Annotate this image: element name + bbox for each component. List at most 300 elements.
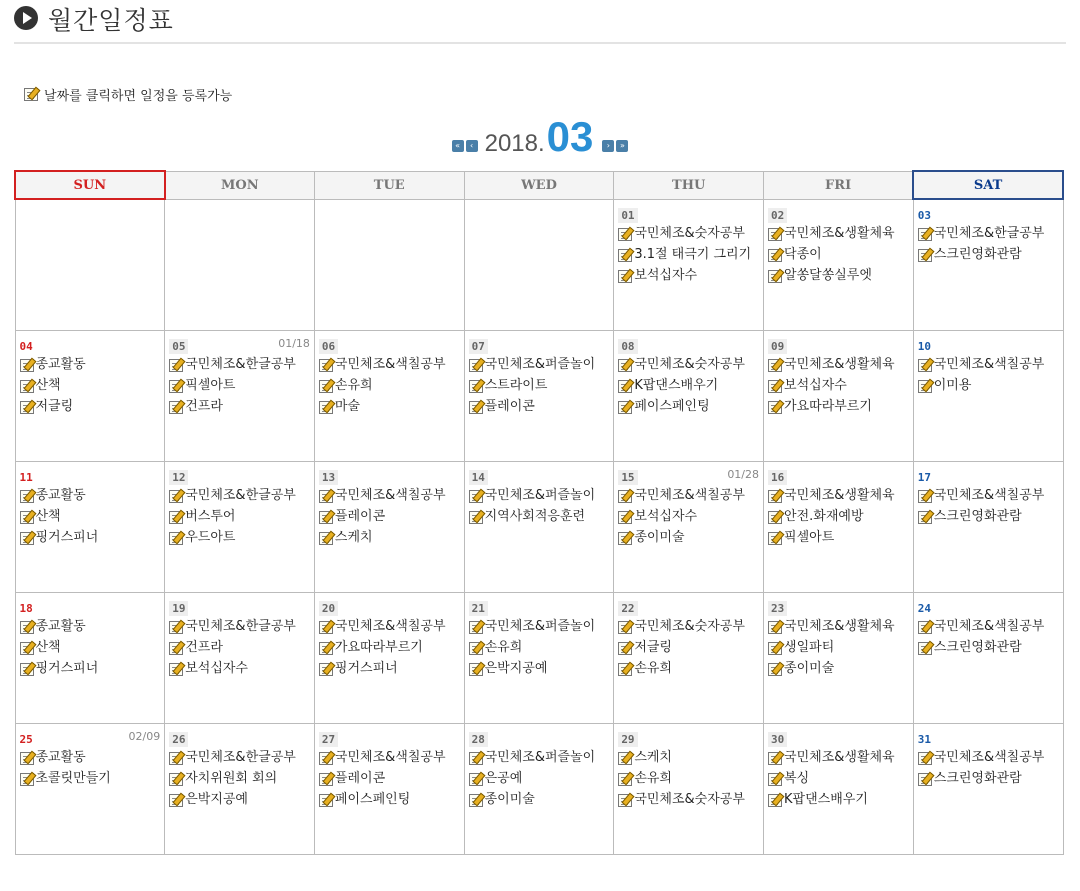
schedule-event-label: 국민체조&생활체육 bbox=[784, 749, 895, 765]
memo-icon bbox=[469, 511, 483, 524]
day-number[interactable]: 05 bbox=[169, 339, 188, 354]
schedule-event-label: 가요따라부르기 bbox=[784, 398, 872, 414]
schedule-event[interactable] bbox=[618, 268, 760, 284]
day-cell[interactable] bbox=[314, 461, 464, 592]
schedule-event[interactable] bbox=[319, 771, 461, 787]
memo-icon bbox=[169, 621, 183, 634]
day-number[interactable]: 17 bbox=[917, 470, 931, 484]
memo-icon bbox=[20, 401, 34, 414]
schedule-event[interactable] bbox=[169, 378, 311, 394]
schedule-event-label: K팝댄스배우기 bbox=[784, 791, 868, 807]
schedule-event[interactable] bbox=[618, 792, 760, 808]
memo-icon bbox=[169, 380, 183, 393]
weekday-fri: FRI bbox=[764, 171, 914, 199]
schedule-event-label: 스케치 bbox=[334, 529, 373, 545]
schedule-event[interactable] bbox=[20, 509, 162, 525]
day-number[interactable]: 13 bbox=[319, 470, 338, 485]
schedule-event[interactable] bbox=[469, 640, 611, 656]
schedule-event-label: 국민체조&한글공부 bbox=[185, 749, 296, 765]
memo-icon bbox=[918, 773, 932, 786]
empty-day-cell bbox=[165, 199, 315, 330]
schedule-event-label: 픽셀아트 bbox=[185, 377, 236, 393]
schedule-event-label: 국민체조&한글공부 bbox=[185, 356, 296, 372]
memo-icon bbox=[768, 380, 782, 393]
schedule-event-label: 초콜릿만들기 bbox=[35, 770, 111, 786]
schedule-event[interactable] bbox=[319, 399, 461, 415]
schedule-event-label: 국민체조&색칠공부 bbox=[933, 356, 1045, 372]
memo-icon bbox=[319, 621, 333, 634]
schedule-event[interactable] bbox=[618, 488, 760, 504]
memo-icon bbox=[768, 621, 782, 634]
empty-day-cell bbox=[15, 199, 165, 330]
day-number[interactable]: 03 bbox=[917, 209, 931, 222]
schedule-event-label: 종교활동 bbox=[35, 487, 86, 503]
memo-icon bbox=[469, 773, 483, 786]
memo-icon bbox=[20, 752, 34, 765]
lunar-date: 02/09 bbox=[128, 729, 161, 743]
day-cell[interactable] bbox=[913, 461, 1063, 592]
memo-icon bbox=[768, 511, 782, 524]
schedule-event[interactable] bbox=[319, 640, 461, 656]
schedule-event-label: 국민체조&숫자공부 bbox=[634, 356, 745, 372]
memo-icon bbox=[618, 773, 632, 786]
day-cell[interactable] bbox=[314, 723, 464, 854]
schedule-event[interactable] bbox=[20, 378, 162, 394]
schedule-event[interactable] bbox=[169, 357, 311, 373]
schedule-event[interactable] bbox=[20, 661, 162, 677]
schedule-event[interactable] bbox=[319, 750, 461, 766]
schedule-event-label: 국민체조&한글공부 bbox=[185, 618, 296, 634]
schedule-event-label: 플레이콘 bbox=[484, 398, 535, 414]
memo-icon bbox=[768, 490, 782, 503]
schedule-event-label: 국민체조&생활체육 bbox=[784, 356, 895, 372]
schedule-event-label: 손유희 bbox=[634, 770, 672, 786]
day-cell[interactable] bbox=[614, 592, 764, 723]
day-number[interactable]: 07 bbox=[469, 339, 488, 354]
schedule-event-label: 건프라 bbox=[185, 639, 223, 655]
schedule-event-label: 저글링 bbox=[35, 398, 74, 414]
memo-icon bbox=[618, 270, 632, 283]
memo-icon bbox=[319, 490, 333, 503]
schedule-event-label: 국민체조&색칠공부 bbox=[933, 749, 1045, 765]
day-number[interactable]: 16 bbox=[768, 470, 787, 485]
schedule-event[interactable] bbox=[618, 357, 760, 373]
schedule-event-label: 국민체조&색칠공부 bbox=[933, 487, 1045, 503]
memo-icon bbox=[768, 663, 782, 676]
schedule-event[interactable] bbox=[319, 509, 461, 525]
day-number[interactable]: 19 bbox=[169, 601, 188, 616]
day-number[interactable]: 15 bbox=[618, 470, 637, 485]
day-cell[interactable] bbox=[314, 330, 464, 461]
day-cell[interactable] bbox=[764, 723, 914, 854]
memo-icon bbox=[768, 752, 782, 765]
prev-year-icon[interactable]: « bbox=[452, 140, 464, 152]
schedule-event[interactable] bbox=[20, 619, 162, 635]
schedule-event[interactable] bbox=[768, 488, 910, 504]
schedule-event[interactable] bbox=[768, 357, 910, 373]
schedule-event-label: 지역사회적응훈련 bbox=[484, 508, 586, 524]
schedule-event-label: 국민체조&숫자공부 bbox=[634, 791, 745, 807]
day-number[interactable]: 10 bbox=[917, 339, 931, 353]
memo-icon bbox=[618, 249, 632, 262]
memo-icon bbox=[20, 663, 34, 676]
memo-icon bbox=[768, 270, 782, 283]
schedule-event[interactable] bbox=[20, 530, 162, 546]
schedule-event-label: 손유희 bbox=[484, 639, 523, 655]
schedule-event[interactable] bbox=[768, 750, 910, 766]
schedule-event[interactable] bbox=[169, 488, 311, 504]
memo-icon bbox=[918, 621, 932, 634]
schedule-event[interactable] bbox=[618, 509, 760, 525]
memo-icon bbox=[918, 380, 932, 393]
schedule-event[interactable] bbox=[768, 530, 910, 546]
schedule-event[interactable] bbox=[169, 640, 311, 656]
memo-icon bbox=[618, 359, 632, 372]
schedule-event-label: 손유희 bbox=[634, 660, 672, 676]
day-number[interactable]: 01 bbox=[618, 208, 637, 223]
schedule-event[interactable] bbox=[918, 509, 1060, 525]
memo-icon bbox=[469, 663, 483, 676]
schedule-event[interactable] bbox=[20, 357, 162, 373]
schedule-event-label: 산책 bbox=[35, 377, 61, 393]
schedule-event[interactable] bbox=[918, 619, 1060, 635]
schedule-event[interactable] bbox=[469, 378, 611, 394]
memo-icon bbox=[319, 752, 333, 765]
schedule-event[interactable] bbox=[469, 488, 611, 504]
memo-icon bbox=[768, 359, 782, 372]
schedule-event[interactable] bbox=[20, 750, 162, 766]
schedule-event-label: 국민체조&생활체육 bbox=[784, 225, 895, 241]
day-cell[interactable] bbox=[614, 199, 764, 330]
schedule-event[interactable] bbox=[319, 792, 461, 808]
schedule-event-label: 국민체조&숫자공부 bbox=[634, 618, 745, 634]
memo-icon bbox=[469, 794, 483, 807]
memo-icon bbox=[918, 359, 932, 372]
memo-icon bbox=[24, 88, 38, 101]
schedule-event[interactable] bbox=[618, 771, 760, 787]
page-title: 월간일정표 bbox=[48, 6, 174, 35]
day-cell[interactable] bbox=[913, 592, 1063, 723]
schedule-event[interactable] bbox=[918, 771, 1060, 787]
memo-icon bbox=[469, 752, 483, 765]
schedule-event[interactable] bbox=[768, 792, 910, 808]
schedule-event[interactable] bbox=[169, 509, 311, 525]
memo-icon bbox=[169, 663, 183, 676]
schedule-event-label: 스크린영화관람 bbox=[933, 508, 1022, 524]
schedule-event[interactable] bbox=[319, 378, 461, 394]
schedule-event-label: 종이미술 bbox=[484, 791, 535, 807]
schedule-event-label: 종교활동 bbox=[35, 749, 86, 765]
schedule-event[interactable] bbox=[169, 530, 311, 546]
memo-icon bbox=[918, 228, 932, 241]
memo-icon bbox=[169, 642, 183, 655]
schedule-event-label: 은박지공예 bbox=[185, 791, 248, 807]
schedule-event-label: 스트라이트 bbox=[484, 377, 548, 393]
memo-icon bbox=[20, 511, 34, 524]
memo-icon bbox=[618, 401, 632, 414]
schedule-event[interactable] bbox=[618, 530, 760, 546]
schedule-event-label: 국민체조&색칠공부 bbox=[933, 618, 1045, 634]
schedule-event[interactable] bbox=[319, 661, 461, 677]
next-year-icon[interactable]: » bbox=[616, 140, 628, 152]
prev-month-icon[interactable]: ‹ bbox=[466, 140, 478, 152]
memo-icon bbox=[169, 359, 183, 372]
schedule-event[interactable] bbox=[768, 661, 910, 677]
memo-icon bbox=[20, 642, 34, 655]
memo-icon bbox=[618, 532, 632, 545]
memo-icon bbox=[20, 380, 34, 393]
memo-icon bbox=[20, 773, 34, 786]
schedule-event[interactable] bbox=[20, 399, 162, 415]
memo-icon bbox=[169, 490, 183, 503]
memo-icon bbox=[768, 773, 782, 786]
day-number[interactable]: 29 bbox=[618, 732, 637, 747]
day-cell[interactable] bbox=[314, 592, 464, 723]
schedule-event[interactable] bbox=[319, 619, 461, 635]
schedule-event-label: 보석십자수 bbox=[185, 660, 248, 676]
schedule-event-label: 산책 bbox=[35, 639, 61, 655]
memo-icon bbox=[918, 642, 932, 655]
schedule-event-label: 알쏭달쏭실루엣 bbox=[784, 267, 872, 283]
schedule-event[interactable] bbox=[918, 488, 1060, 504]
day-number[interactable]: 11 bbox=[19, 470, 33, 484]
schedule-event-label: 스크린영화관람 bbox=[933, 770, 1022, 786]
schedule-event-label: 국민체조&퍼즐놀이 bbox=[484, 618, 596, 634]
day-cell[interactable] bbox=[913, 330, 1063, 461]
memo-icon bbox=[618, 511, 632, 524]
schedule-event-label: 자치위원회 회의 bbox=[185, 770, 278, 786]
memo-icon bbox=[469, 380, 483, 393]
memo-icon bbox=[319, 359, 333, 372]
schedule-event[interactable] bbox=[169, 399, 311, 415]
schedule-event[interactable] bbox=[918, 378, 1060, 394]
day-cell[interactable] bbox=[15, 461, 165, 592]
day-cell[interactable] bbox=[764, 592, 914, 723]
schedule-event[interactable] bbox=[618, 750, 760, 766]
schedule-event-label: 국민체조&숫자공부 bbox=[634, 225, 745, 241]
memo-icon bbox=[169, 773, 183, 786]
day-cell[interactable] bbox=[15, 330, 165, 461]
schedule-event[interactable] bbox=[918, 226, 1060, 242]
schedule-event[interactable] bbox=[20, 488, 162, 504]
day-cell[interactable] bbox=[464, 592, 614, 723]
schedule-event-label: 국민체조&색칠공부 bbox=[334, 487, 446, 503]
day-cell[interactable] bbox=[614, 723, 764, 854]
memo-icon bbox=[319, 794, 333, 807]
calendar-week-row bbox=[15, 199, 1063, 330]
day-number[interactable]: 31 bbox=[917, 732, 931, 746]
day-number[interactable]: 12 bbox=[169, 470, 188, 485]
memo-icon bbox=[169, 794, 183, 807]
day-number[interactable]: 08 bbox=[618, 339, 637, 354]
schedule-event[interactable] bbox=[169, 792, 311, 808]
memo-icon bbox=[918, 752, 932, 765]
schedule-event-label: 보석십자수 bbox=[634, 508, 698, 524]
weekday-header-row bbox=[15, 171, 1063, 199]
memo-icon bbox=[918, 490, 932, 503]
schedule-event[interactable] bbox=[618, 640, 760, 656]
schedule-event[interactable] bbox=[169, 750, 311, 766]
page-header bbox=[14, 0, 1066, 44]
weekday-sun: SUN bbox=[15, 171, 165, 199]
day-cell[interactable] bbox=[913, 199, 1063, 330]
day-cell[interactable] bbox=[764, 461, 914, 592]
schedule-event[interactable] bbox=[768, 378, 910, 394]
day-cell[interactable] bbox=[165, 461, 315, 592]
schedule-event[interactable] bbox=[469, 357, 611, 373]
schedule-event[interactable] bbox=[319, 357, 461, 373]
day-number[interactable]: 23 bbox=[768, 601, 787, 616]
memo-icon bbox=[319, 773, 333, 786]
schedule-event-label: 국민체조&색칠공부 bbox=[634, 487, 745, 503]
lunar-date: 01/18 bbox=[278, 336, 310, 350]
day-cell[interactable] bbox=[15, 723, 165, 854]
memo-icon bbox=[20, 490, 34, 503]
day-number[interactable]: 22 bbox=[618, 601, 637, 616]
memo-icon bbox=[618, 490, 632, 503]
calendar-week-row bbox=[15, 723, 1063, 854]
day-number[interactable]: 09 bbox=[768, 339, 787, 354]
memo-icon bbox=[618, 621, 632, 634]
day-cell[interactable] bbox=[464, 723, 614, 854]
day-cell[interactable] bbox=[165, 723, 315, 854]
memo-icon bbox=[768, 532, 782, 545]
schedule-event[interactable] bbox=[469, 509, 611, 525]
schedule-event[interactable] bbox=[469, 771, 611, 787]
day-number[interactable]: 27 bbox=[319, 732, 338, 747]
schedule-event-label: 종교활동 bbox=[35, 618, 86, 634]
weekday-tue: TUE bbox=[314, 171, 464, 199]
schedule-event-label: 국민체조&퍼즐놀이 bbox=[484, 749, 596, 765]
schedule-event[interactable] bbox=[469, 619, 611, 635]
schedule-event-label: 픽셀아트 bbox=[784, 529, 835, 545]
day-number[interactable]: 21 bbox=[469, 601, 488, 616]
day-cell[interactable] bbox=[165, 330, 315, 461]
schedule-event[interactable] bbox=[918, 357, 1060, 373]
schedule-event[interactable] bbox=[768, 399, 910, 415]
day-cell[interactable] bbox=[15, 592, 165, 723]
next-month-icon[interactable]: › bbox=[602, 140, 614, 152]
schedule-event-label: 플레이콘 bbox=[334, 770, 386, 786]
schedule-event[interactable] bbox=[319, 488, 461, 504]
schedule-event[interactable] bbox=[918, 750, 1060, 766]
day-number[interactable]: 02 bbox=[768, 208, 787, 223]
day-number[interactable]: 28 bbox=[469, 732, 488, 747]
memo-icon bbox=[169, 532, 183, 545]
schedule-event[interactable] bbox=[20, 640, 162, 656]
memo-icon bbox=[768, 642, 782, 655]
schedule-event-label: 복싱 bbox=[784, 770, 810, 786]
day-number[interactable]: 20 bbox=[319, 601, 338, 616]
schedule-event[interactable] bbox=[618, 247, 760, 263]
day-number[interactable]: 18 bbox=[19, 601, 33, 615]
schedule-event[interactable] bbox=[469, 399, 611, 415]
day-cell[interactable] bbox=[614, 461, 764, 592]
schedule-event[interactable] bbox=[618, 399, 760, 415]
monthly-calendar bbox=[14, 170, 1064, 855]
schedule-event[interactable] bbox=[618, 661, 760, 677]
memo-icon bbox=[169, 752, 183, 765]
schedule-event[interactable] bbox=[20, 771, 162, 787]
schedule-event[interactable] bbox=[618, 226, 760, 242]
day-number[interactable]: 30 bbox=[768, 732, 787, 747]
schedule-event-label: 핑거스피너 bbox=[35, 529, 99, 545]
schedule-event[interactable] bbox=[319, 530, 461, 546]
schedule-event[interactable] bbox=[918, 640, 1060, 656]
day-cell[interactable] bbox=[913, 723, 1063, 854]
schedule-event[interactable] bbox=[169, 661, 311, 677]
memo-icon bbox=[319, 663, 333, 676]
play-circle-icon bbox=[14, 6, 38, 30]
schedule-event[interactable] bbox=[469, 792, 611, 808]
memo-icon bbox=[169, 401, 183, 414]
day-number[interactable]: 06 bbox=[319, 339, 338, 354]
day-cell[interactable] bbox=[464, 330, 614, 461]
day-number[interactable]: 24 bbox=[917, 601, 931, 615]
day-cell[interactable] bbox=[764, 330, 914, 461]
day-number[interactable]: 14 bbox=[469, 470, 488, 485]
schedule-event-label: 국민체조&색칠공부 bbox=[334, 618, 446, 634]
schedule-event-label: 은공예 bbox=[484, 770, 523, 786]
schedule-event-label: 가요따라부르기 bbox=[334, 639, 423, 655]
memo-icon bbox=[768, 794, 782, 807]
current-month: 03 bbox=[546, 113, 594, 160]
schedule-event[interactable] bbox=[768, 640, 910, 656]
schedule-event[interactable] bbox=[768, 247, 910, 263]
schedule-event-label: 안전.화재예방 bbox=[784, 508, 864, 524]
memo-icon bbox=[618, 228, 632, 241]
schedule-event-label: 국민체조&한글공부 bbox=[933, 226, 1045, 241]
day-number[interactable]: 04 bbox=[19, 339, 33, 353]
schedule-event[interactable] bbox=[618, 619, 760, 635]
schedule-event[interactable] bbox=[918, 247, 1060, 263]
schedule-event[interactable] bbox=[469, 750, 611, 766]
memo-icon bbox=[618, 380, 632, 393]
memo-icon bbox=[319, 511, 333, 524]
day-cell[interactable] bbox=[464, 461, 614, 592]
schedule-event[interactable] bbox=[169, 619, 311, 635]
schedule-event-label: 플레이콘 bbox=[334, 508, 386, 524]
schedule-event[interactable] bbox=[618, 378, 760, 394]
day-cell[interactable] bbox=[764, 199, 914, 330]
memo-icon bbox=[469, 490, 483, 503]
schedule-event-label: 국민체조&생활체육 bbox=[784, 487, 895, 503]
day-cell[interactable] bbox=[614, 330, 764, 461]
memo-icon bbox=[768, 228, 782, 241]
schedule-event[interactable] bbox=[169, 771, 311, 787]
schedule-event[interactable] bbox=[768, 771, 910, 787]
schedule-event[interactable] bbox=[768, 226, 910, 242]
schedule-event-label: 스크린영화관람 bbox=[933, 639, 1022, 655]
day-number[interactable]: 26 bbox=[169, 732, 188, 747]
calendar-week-row bbox=[15, 592, 1063, 723]
schedule-event-label: 3.1절 태극기 그리기 bbox=[634, 246, 752, 262]
schedule-event[interactable] bbox=[469, 661, 611, 677]
day-number[interactable]: 25 bbox=[19, 732, 33, 746]
memo-icon bbox=[618, 642, 632, 655]
memo-icon bbox=[319, 642, 333, 655]
schedule-event-label: 페이스페인팅 bbox=[334, 791, 411, 807]
schedule-event-label: 스크린영화관람 bbox=[933, 247, 1022, 262]
schedule-event[interactable] bbox=[768, 509, 910, 525]
schedule-event[interactable] bbox=[768, 268, 910, 284]
weekday-mon: MON bbox=[165, 171, 315, 199]
schedule-event[interactable] bbox=[768, 619, 910, 635]
schedule-event-label: 닥종이 bbox=[784, 246, 822, 262]
calendar-week-row bbox=[15, 330, 1063, 461]
schedule-event-label: 종교활동 bbox=[35, 356, 86, 372]
day-cell[interactable] bbox=[165, 592, 315, 723]
